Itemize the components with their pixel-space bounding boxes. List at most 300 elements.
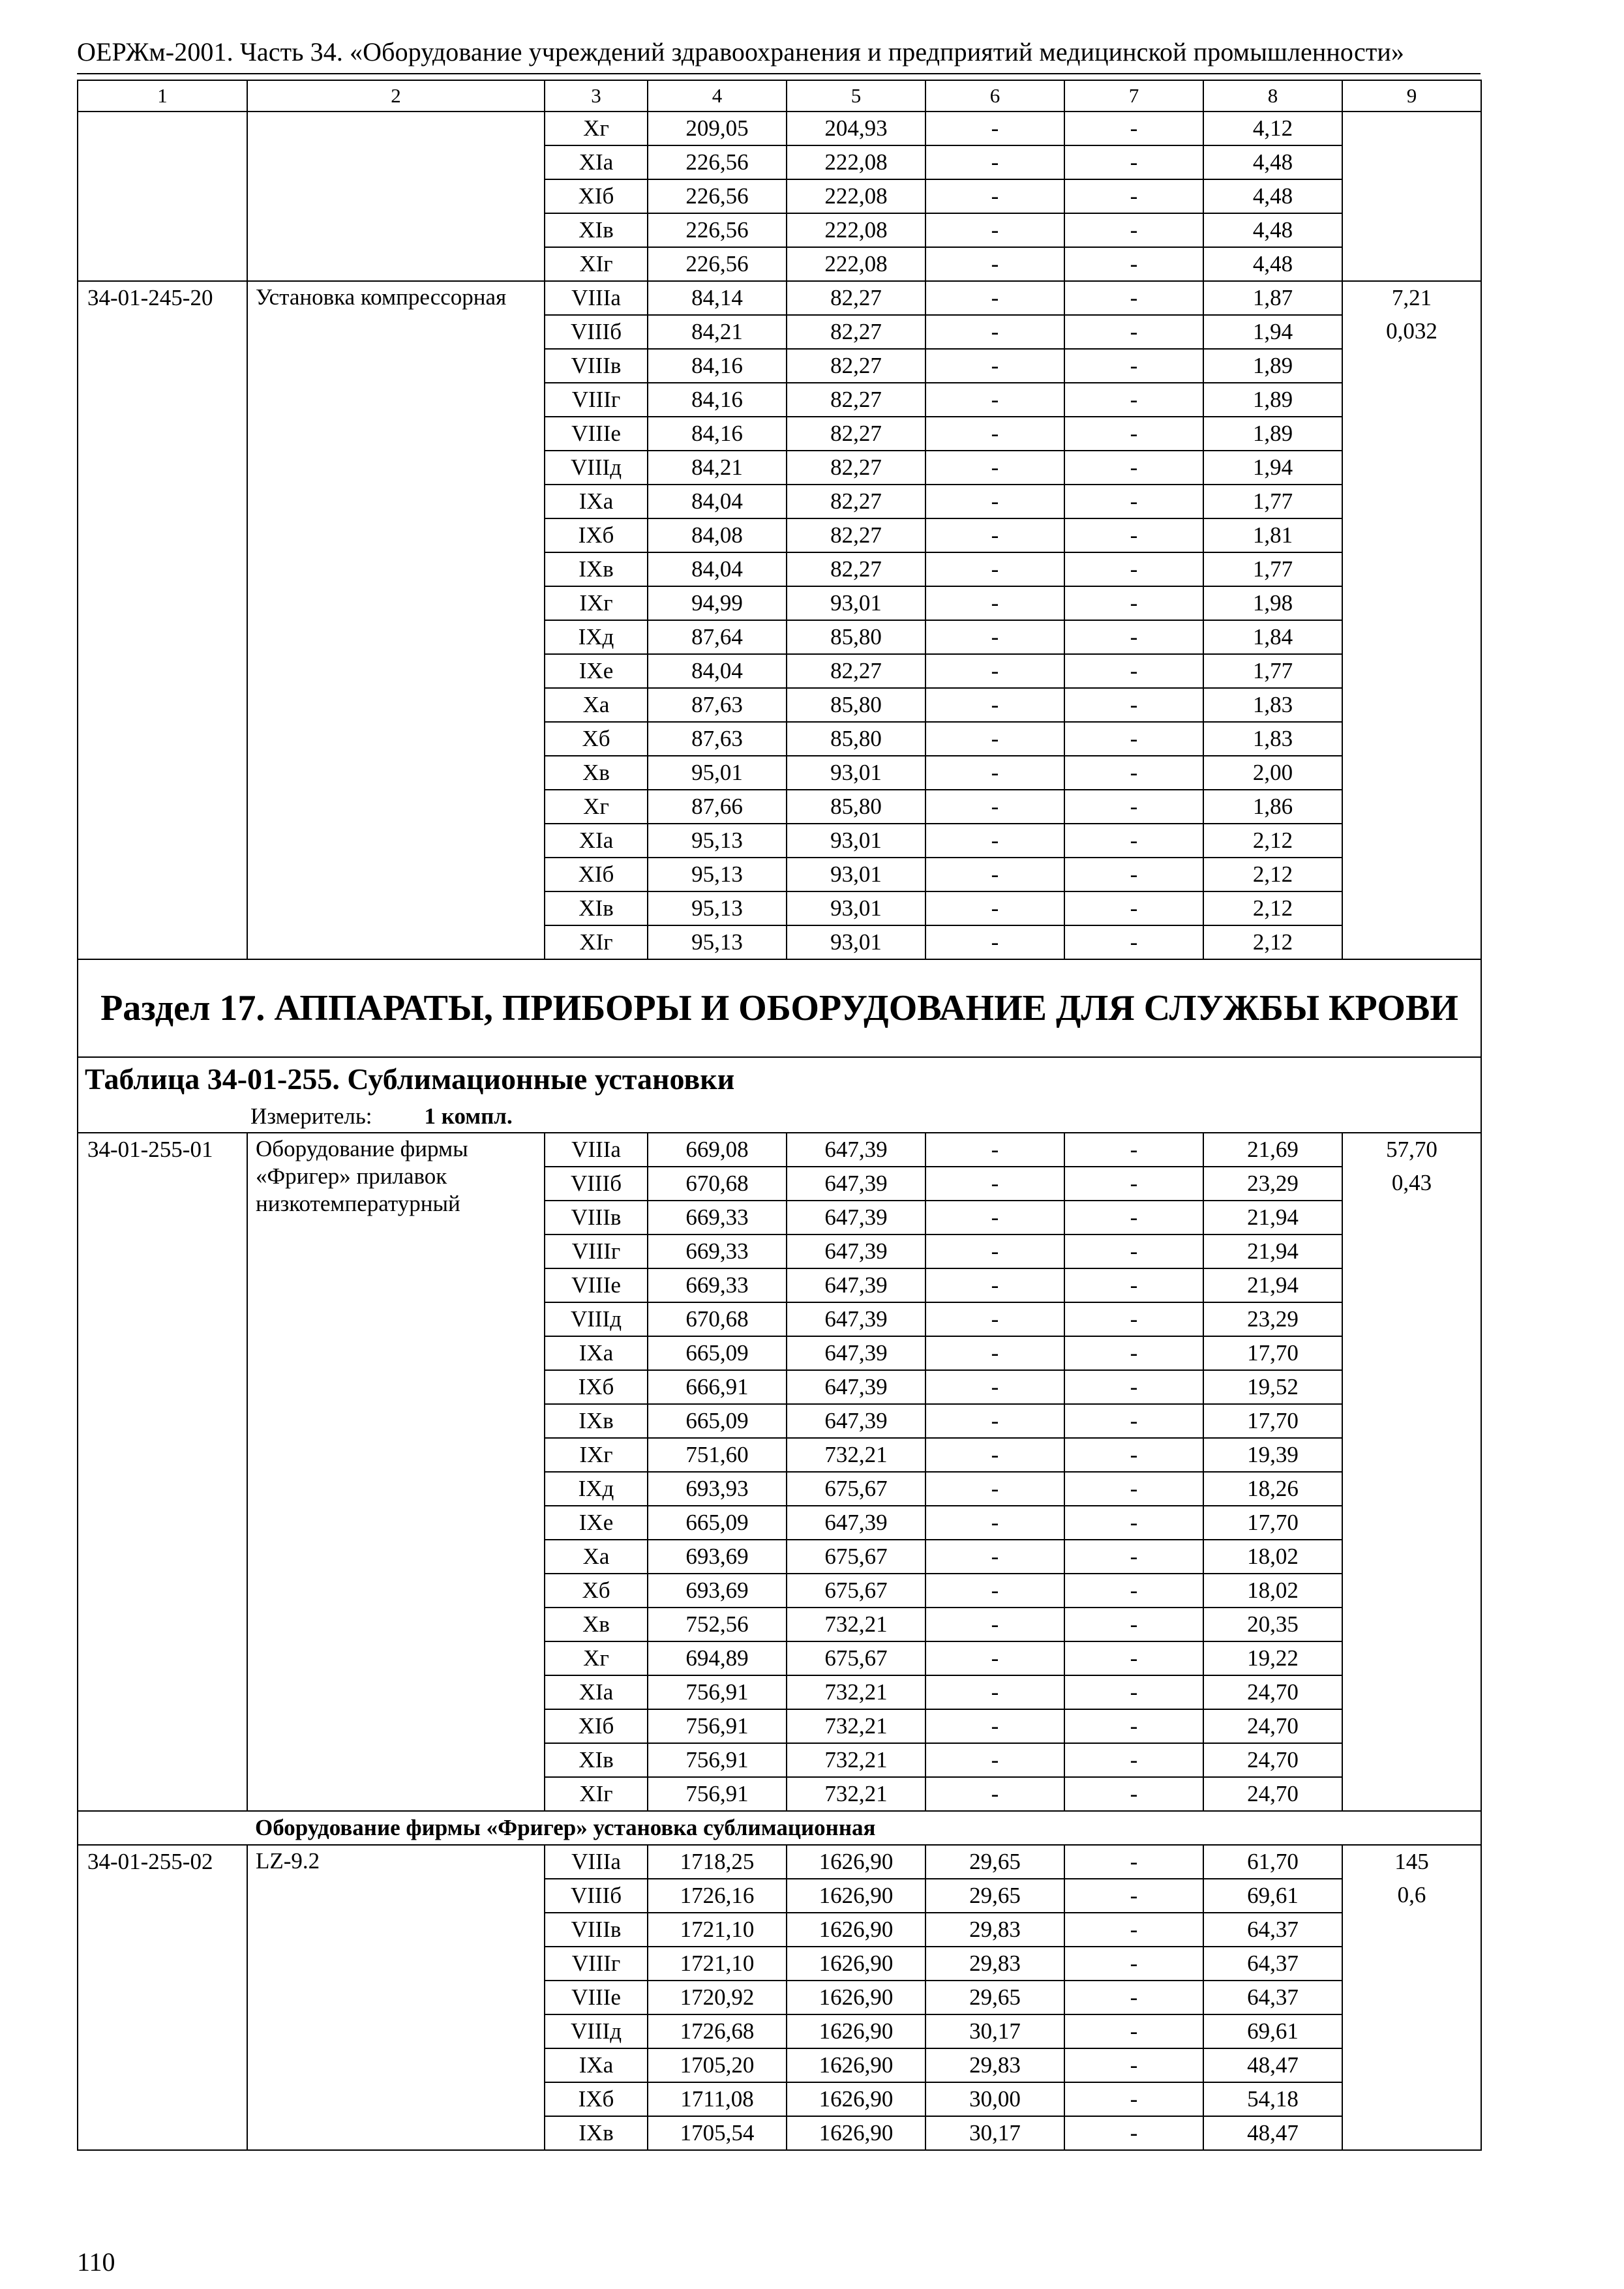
cell-c8: 1,86 [1203, 790, 1342, 824]
cell-c7: - [1064, 485, 1203, 518]
cell-c8: 1,77 [1203, 552, 1342, 586]
table-row [78, 1845, 1481, 1879]
cell-c8: 4,48 [1203, 179, 1342, 213]
cell-c7: - [1064, 858, 1203, 891]
cell-c3: VIIIе [545, 1981, 648, 2014]
cell-c4: 669,33 [648, 1201, 787, 1234]
cell-c5: 647,39 [787, 1167, 925, 1201]
cell-c8: 17,70 [1203, 1404, 1342, 1438]
item-name: Оборудование фирмы «Фригер» прилавок низкотемпературный [247, 1133, 545, 1811]
cell-c4: 1726,16 [648, 1879, 787, 1913]
cell-c7: - [1064, 1472, 1203, 1506]
cell-c6: - [925, 1133, 1064, 1167]
item-name: Установка компрессорная [247, 281, 545, 959]
cell-c8: 21,94 [1203, 1234, 1342, 1268]
cell-c7: - [1064, 1845, 1203, 1879]
cell-c8: 64,37 [1203, 1913, 1342, 1947]
cell-c7: - [1064, 1947, 1203, 1981]
cell-c5: 1626,90 [787, 2014, 925, 2048]
cell-c7: - [1064, 451, 1203, 485]
cell-c5: 647,39 [787, 1133, 925, 1167]
cell-c5: 732,21 [787, 1777, 925, 1811]
cell-c7: - [1064, 1370, 1203, 1404]
measure-value: 1 компл. [424, 1103, 513, 1129]
cell-c5: 647,39 [787, 1336, 925, 1370]
blank-cell [247, 112, 545, 281]
cell-c4: 669,08 [648, 1133, 787, 1167]
cell-c6: - [925, 1777, 1064, 1811]
cell-c4: 1705,20 [648, 2048, 787, 2082]
cell-c5: 647,39 [787, 1506, 925, 1540]
table-title: Таблица 34-01-255. Сублимационные установки [78, 1057, 1481, 1101]
cell-c4: 84,14 [648, 281, 787, 315]
cell-c5: 1626,90 [787, 1947, 925, 1981]
column-number: 6 [925, 80, 1064, 112]
cell-c4: 1711,08 [648, 2082, 787, 2116]
cell-c5: 85,80 [787, 790, 925, 824]
column-number: 7 [1064, 80, 1203, 112]
cell-c3: VIIIе [545, 1268, 648, 1302]
cell-c5: 1626,90 [787, 2048, 925, 2082]
cell-c4: 756,91 [648, 1675, 787, 1709]
item-value-a: 145 [1342, 1845, 1481, 1879]
cell-c6: - [925, 891, 1064, 925]
cell-c6: - [925, 383, 1064, 417]
cell-c7: - [1064, 112, 1203, 145]
cell-c5: 1626,90 [787, 1845, 925, 1879]
cell-c6: - [925, 790, 1064, 824]
cell-c3: XIб [545, 179, 648, 213]
cell-c4: 87,66 [648, 790, 787, 824]
cell-c4: 87,63 [648, 722, 787, 756]
cell-c4: 694,89 [648, 1641, 787, 1675]
cell-c8: 21,94 [1203, 1201, 1342, 1234]
cell-c5: 647,39 [787, 1268, 925, 1302]
cell-c6: - [925, 1709, 1064, 1743]
cell-c4: 693,69 [648, 1540, 787, 1574]
table-row [78, 281, 1481, 315]
item-value-a: 57,70 [1342, 1133, 1481, 1167]
header-rule [77, 73, 1481, 74]
cell-c8: 2,12 [1203, 891, 1342, 925]
cell-c5: 85,80 [787, 722, 925, 756]
cell-c7: - [1064, 1540, 1203, 1574]
section-row [78, 959, 1481, 1057]
cell-c8: 24,70 [1203, 1675, 1342, 1709]
cell-c6: - [925, 485, 1064, 518]
cell-c6: - [925, 824, 1064, 858]
cell-c3: Xв [545, 1608, 648, 1641]
cell-c5: 82,27 [787, 552, 925, 586]
cell-c5: 1626,90 [787, 2082, 925, 2116]
cell-c7: - [1064, 1641, 1203, 1675]
cell-c8: 1,98 [1203, 586, 1342, 620]
cell-c7: - [1064, 1133, 1203, 1167]
cell-c6: - [925, 1540, 1064, 1574]
cell-c4: 1726,68 [648, 2014, 787, 2048]
cell-c4: 84,04 [648, 552, 787, 586]
cell-c8: 19,39 [1203, 1438, 1342, 1472]
cell-c6: - [925, 1472, 1064, 1506]
cell-c7: - [1064, 1709, 1203, 1743]
item-code: 34-01-255-02 [78, 1845, 247, 2150]
cell-c6: - [925, 1743, 1064, 1777]
cell-c6: - [925, 1201, 1064, 1234]
cell-c6: - [925, 247, 1064, 281]
cell-c8: 1,84 [1203, 620, 1342, 654]
cell-c8: 69,61 [1203, 2014, 1342, 2048]
cell-c3: IXа [545, 485, 648, 518]
cell-c6: - [925, 1302, 1064, 1336]
cell-c4: 669,33 [648, 1234, 787, 1268]
cell-c3: XIг [545, 247, 648, 281]
cell-c5: 222,08 [787, 145, 925, 179]
cell-c7: - [1064, 552, 1203, 586]
cell-c5: 222,08 [787, 213, 925, 247]
cell-c6: - [925, 1268, 1064, 1302]
table-body [78, 80, 1481, 2150]
cell-c5: 204,93 [787, 112, 925, 145]
cell-c5: 647,39 [787, 1201, 925, 1234]
page-number: 110 [77, 2247, 115, 2277]
cell-c4: 751,60 [648, 1438, 787, 1472]
cell-c3: VIIIг [545, 383, 648, 417]
cell-c4: 669,33 [648, 1268, 787, 1302]
item-value-b: 0,032 [1342, 315, 1481, 959]
cell-c3: VIIIг [545, 1234, 648, 1268]
cell-c7: - [1064, 925, 1203, 959]
cell-c8: 1,87 [1203, 281, 1342, 315]
cell-c7: - [1064, 1743, 1203, 1777]
cell-c7: - [1064, 654, 1203, 688]
cell-c4: 84,04 [648, 485, 787, 518]
cell-c3: IXб [545, 518, 648, 552]
cell-c5: 222,08 [787, 179, 925, 213]
cell-c3: VIIIб [545, 315, 648, 349]
cell-c8: 19,52 [1203, 1370, 1342, 1404]
cell-c8: 69,61 [1203, 1879, 1342, 1913]
cell-c3: VIIIб [545, 1879, 648, 1913]
item-code: 34-01-245-20 [78, 281, 247, 959]
cell-c8: 1,94 [1203, 315, 1342, 349]
cell-c6: - [925, 1608, 1064, 1641]
group-heading-row [78, 1811, 1481, 1845]
cell-c4: 1705,54 [648, 2116, 787, 2150]
cell-c4: 95,13 [648, 824, 787, 858]
cell-c6: - [925, 349, 1064, 383]
column-number-row [78, 80, 1481, 112]
cell-c3: IXб [545, 2082, 648, 2116]
cell-c4: 756,91 [648, 1777, 787, 1811]
cell-c6: - [925, 1336, 1064, 1370]
cell-c7: - [1064, 281, 1203, 315]
item-name: LZ-9.2 [247, 1845, 545, 2150]
cell-c5: 82,27 [787, 281, 925, 315]
column-number: 3 [545, 80, 648, 112]
cell-c3: VIIIв [545, 1201, 648, 1234]
cell-c8: 18,02 [1203, 1540, 1342, 1574]
cell-c8: 23,29 [1203, 1167, 1342, 1201]
cell-c4: 1720,92 [648, 1981, 787, 2014]
cell-c3: Xг [545, 112, 648, 145]
cell-c3: IXг [545, 586, 648, 620]
cell-c7: - [1064, 1608, 1203, 1641]
cell-c7: - [1064, 2014, 1203, 2048]
cell-c7: - [1064, 179, 1203, 213]
cell-c3: VIIIа [545, 1845, 648, 1879]
cell-c4: 1718,25 [648, 1845, 787, 1879]
cell-c7: - [1064, 1879, 1203, 1913]
column-number: 9 [1342, 80, 1481, 112]
cell-c3: IXв [545, 2116, 648, 2150]
cell-c6: 29,83 [925, 1947, 1064, 1981]
cell-c3: VIIIг [545, 1947, 648, 1981]
section-title: Раздел 17. АППАРАТЫ, ПРИБОРЫ И ОБОРУДОВАНИЕ ДЛЯ СЛУЖБЫ КРОВИ [78, 959, 1481, 1057]
cell-c6: - [925, 1506, 1064, 1540]
cell-c6: - [925, 1234, 1064, 1268]
cell-c8: 2,12 [1203, 925, 1342, 959]
cell-c4: 84,04 [648, 654, 787, 688]
cell-c5: 222,08 [787, 247, 925, 281]
cell-c6: - [925, 518, 1064, 552]
cell-c6: - [925, 145, 1064, 179]
cell-c3: XIг [545, 925, 648, 959]
cell-c8: 24,70 [1203, 1709, 1342, 1743]
cell-c6: - [925, 451, 1064, 485]
cell-c6: - [925, 688, 1064, 722]
cell-c6: - [925, 1370, 1064, 1404]
cell-c5: 1626,90 [787, 1913, 925, 1947]
cell-c3: Xг [545, 790, 648, 824]
cell-c6: - [925, 1404, 1064, 1438]
cell-c4: 666,91 [648, 1370, 787, 1404]
cell-c5: 82,27 [787, 383, 925, 417]
cell-c3: IXа [545, 2048, 648, 2082]
cell-c5: 93,01 [787, 756, 925, 790]
cell-c7: - [1064, 586, 1203, 620]
cell-c7: - [1064, 722, 1203, 756]
cell-c8: 21,94 [1203, 1268, 1342, 1302]
cell-c5: 93,01 [787, 925, 925, 959]
cell-c3: Xб [545, 1574, 648, 1608]
blank-cell [78, 1811, 247, 1845]
cell-c6: 29,65 [925, 1845, 1064, 1879]
cell-c7: - [1064, 756, 1203, 790]
cell-c3: XIа [545, 824, 648, 858]
cell-c4: 226,56 [648, 145, 787, 179]
cell-c8: 1,77 [1203, 654, 1342, 688]
cell-c7: - [1064, 315, 1203, 349]
cell-c7: - [1064, 1981, 1203, 2014]
cell-c3: IXг [545, 1438, 648, 1472]
cell-c4: 670,68 [648, 1167, 787, 1201]
cell-c7: - [1064, 1336, 1203, 1370]
cell-c4: 87,64 [648, 620, 787, 654]
cell-c3: VIIIа [545, 1133, 648, 1167]
cell-c7: - [1064, 145, 1203, 179]
cell-c8: 4,12 [1203, 112, 1342, 145]
cell-c7: - [1064, 620, 1203, 654]
cell-c7: - [1064, 1777, 1203, 1811]
cell-c4: 693,69 [648, 1574, 787, 1608]
group-heading: Оборудование фирмы «Фригер» установка сублимационная [247, 1811, 1481, 1845]
cell-c4: 665,09 [648, 1506, 787, 1540]
cell-c3: XIв [545, 213, 648, 247]
cell-c3: IXв [545, 552, 648, 586]
cell-c4: 95,13 [648, 891, 787, 925]
column-number: 1 [78, 80, 247, 112]
cell-c4: 84,21 [648, 315, 787, 349]
cell-c7: - [1064, 891, 1203, 925]
item-value-b: 0,6 [1342, 1879, 1481, 2150]
cell-c4: 665,09 [648, 1404, 787, 1438]
cell-c6: 29,65 [925, 1879, 1064, 1913]
cell-c7: - [1064, 1438, 1203, 1472]
cell-c6: - [925, 112, 1064, 145]
cell-c6: 30,17 [925, 2014, 1064, 2048]
cell-c7: - [1064, 213, 1203, 247]
cell-c8: 2,12 [1203, 858, 1342, 891]
cell-c7: - [1064, 1913, 1203, 1947]
cell-c3: VIIIб [545, 1167, 648, 1201]
cell-c3: Xг [545, 1641, 648, 1675]
cell-c4: 756,91 [648, 1709, 787, 1743]
cell-c8: 61,70 [1203, 1845, 1342, 1879]
cell-c3: XIб [545, 858, 648, 891]
cell-c3: VIIIд [545, 1302, 648, 1336]
cell-c6: - [925, 1438, 1064, 1472]
cell-c8: 1,83 [1203, 722, 1342, 756]
cell-c8: 18,26 [1203, 1472, 1342, 1506]
cell-c5: 647,39 [787, 1370, 925, 1404]
cell-c6: - [925, 1641, 1064, 1675]
column-number: 5 [787, 80, 925, 112]
cell-c4: 84,08 [648, 518, 787, 552]
cell-c3: VIIIа [545, 281, 648, 315]
cell-c5: 82,27 [787, 417, 925, 451]
item-code: 34-01-255-01 [78, 1133, 247, 1811]
cell-c7: - [1064, 1404, 1203, 1438]
cell-c3: XIа [545, 1675, 648, 1709]
cell-c8: 1,89 [1203, 417, 1342, 451]
cell-c3: VIIIв [545, 349, 648, 383]
cell-c6: 29,83 [925, 2048, 1064, 2082]
cell-c3: XIг [545, 1777, 648, 1811]
cell-c3: Xв [545, 756, 648, 790]
cell-c8: 24,70 [1203, 1777, 1342, 1811]
cell-c4: 84,16 [648, 383, 787, 417]
cell-c3: VIIIд [545, 451, 648, 485]
cell-c8: 17,70 [1203, 1336, 1342, 1370]
cell-c8: 2,00 [1203, 756, 1342, 790]
cell-c6: - [925, 858, 1064, 891]
cell-c8: 48,47 [1203, 2116, 1342, 2150]
column-number: 8 [1203, 80, 1342, 112]
item-value-b: 0,43 [1342, 1167, 1481, 1811]
cell-c7: - [1064, 1167, 1203, 1201]
cell-c4: 95,13 [648, 925, 787, 959]
cell-c3: IXд [545, 620, 648, 654]
cell-c5: 85,80 [787, 688, 925, 722]
cell-c7: - [1064, 1268, 1203, 1302]
cell-c3: IXд [545, 1472, 648, 1506]
cell-c4: 84,21 [648, 451, 787, 485]
cell-c6: - [925, 756, 1064, 790]
cell-c4: 670,68 [648, 1302, 787, 1336]
cell-c3: Xа [545, 1540, 648, 1574]
cell-c3: IXе [545, 1506, 648, 1540]
cell-c7: - [1064, 688, 1203, 722]
blank-cell [1342, 112, 1481, 281]
cell-c6: - [925, 586, 1064, 620]
cell-c7: - [1064, 2048, 1203, 2082]
cell-c6: - [925, 179, 1064, 213]
cell-c5: 85,80 [787, 620, 925, 654]
cell-c6: - [925, 722, 1064, 756]
cell-c4: 756,91 [648, 1743, 787, 1777]
cell-c8: 2,12 [1203, 824, 1342, 858]
cell-c6: 29,83 [925, 1913, 1064, 1947]
cell-c5: 1626,90 [787, 1879, 925, 1913]
cell-c7: - [1064, 247, 1203, 281]
cell-c4: 226,56 [648, 179, 787, 213]
cell-c5: 732,21 [787, 1675, 925, 1709]
cell-c5: 732,21 [787, 1438, 925, 1472]
cell-c5: 647,39 [787, 1234, 925, 1268]
cell-c8: 54,18 [1203, 2082, 1342, 2116]
cell-c5: 732,21 [787, 1743, 925, 1777]
cell-c6: - [925, 1675, 1064, 1709]
cell-c5: 82,27 [787, 315, 925, 349]
cell-c7: - [1064, 1675, 1203, 1709]
cell-c4: 95,13 [648, 858, 787, 891]
cell-c5: 647,39 [787, 1302, 925, 1336]
cell-c3: XIв [545, 891, 648, 925]
cell-c5: 82,27 [787, 518, 925, 552]
cell-c4: 1721,10 [648, 1947, 787, 1981]
table-row [78, 1133, 1481, 1167]
cell-c4: 693,93 [648, 1472, 787, 1506]
measure-label: Измеритель: [250, 1103, 372, 1129]
cell-c8: 1,94 [1203, 451, 1342, 485]
column-number: 2 [247, 80, 545, 112]
cell-c5: 675,67 [787, 1540, 925, 1574]
cell-c6: - [925, 417, 1064, 451]
cell-c3: Xб [545, 722, 648, 756]
cell-c7: - [1064, 1302, 1203, 1336]
cell-c4: 209,05 [648, 112, 787, 145]
cell-c4: 226,56 [648, 213, 787, 247]
cell-c3: IXб [545, 1370, 648, 1404]
cell-c3: VIIIе [545, 417, 648, 451]
cell-c5: 1626,90 [787, 1981, 925, 2014]
table-row [78, 112, 1481, 145]
cell-c6: - [925, 213, 1064, 247]
cell-c3: VIIIд [545, 2014, 648, 2048]
cell-c5: 82,27 [787, 451, 925, 485]
cell-c5: 93,01 [787, 891, 925, 925]
blank-cell [78, 112, 247, 281]
cell-c7: - [1064, 824, 1203, 858]
cell-c8: 21,69 [1203, 1133, 1342, 1167]
cell-c8: 24,70 [1203, 1743, 1342, 1777]
cell-c3: XIб [545, 1709, 648, 1743]
cell-c8: 1,77 [1203, 485, 1342, 518]
cell-c5: 82,27 [787, 349, 925, 383]
cell-c8: 23,29 [1203, 1302, 1342, 1336]
cell-c8: 4,48 [1203, 247, 1342, 281]
cell-c6: 30,00 [925, 2082, 1064, 2116]
